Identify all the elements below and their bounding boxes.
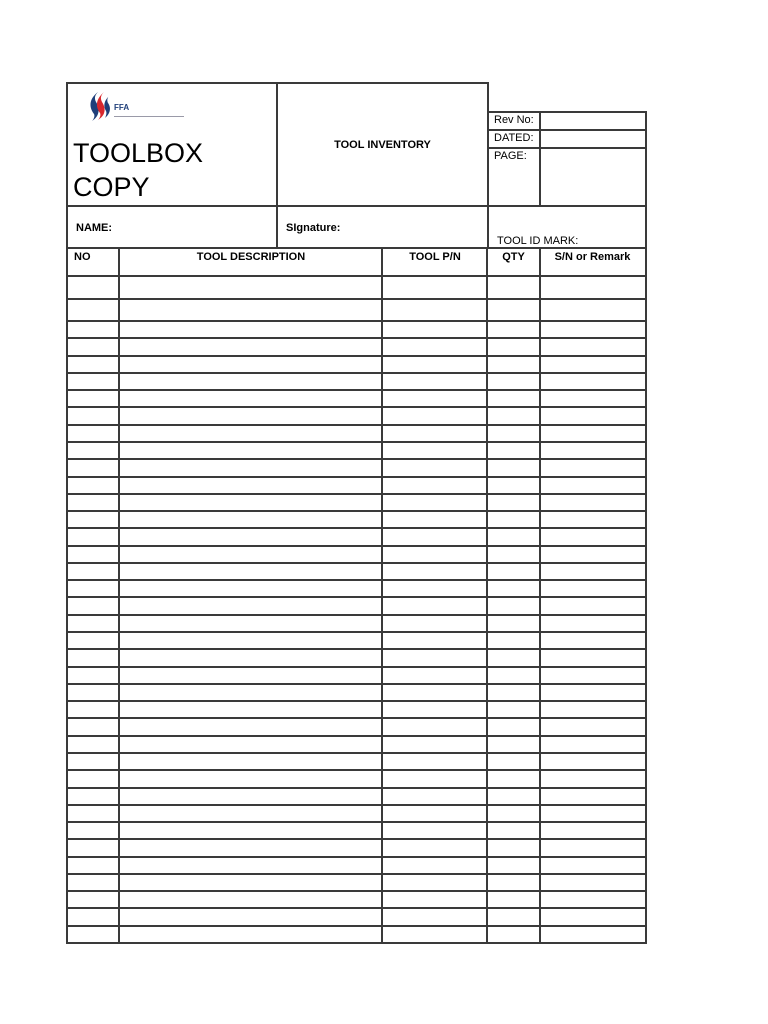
table-row-line	[66, 545, 647, 547]
name-label: NAME:	[76, 222, 113, 234]
table-row-line	[66, 873, 647, 875]
table-row-line	[66, 275, 647, 277]
table-row-line	[66, 389, 647, 391]
table-header-top-border	[66, 247, 647, 249]
table-row-line	[66, 717, 647, 719]
table-row-line	[66, 856, 647, 858]
table-row-line	[66, 821, 647, 823]
column-header-sn-remark: S/N or Remark	[554, 251, 631, 263]
table-row-line	[66, 476, 647, 478]
page-label: PAGE:	[494, 150, 527, 162]
toolbox-title-line1: TOOLBOX	[73, 138, 204, 168]
table-row-line	[66, 907, 647, 909]
table-row-line	[66, 298, 647, 300]
table-row-line	[66, 700, 647, 702]
header-bottom-border	[66, 205, 647, 207]
table-row-line	[66, 355, 647, 357]
toolbox-title	[73, 136, 203, 204]
table-row-line	[66, 493, 647, 495]
table-row-line	[66, 424, 647, 426]
table-row-line	[66, 683, 647, 685]
toolbox-title-line2: COPY	[73, 172, 150, 202]
header-divider-1	[276, 82, 278, 248]
table-row-line	[66, 458, 647, 460]
header-divider-2	[487, 82, 489, 248]
left-border	[66, 82, 68, 944]
column-header-part-number: TOOL P/N	[409, 251, 461, 263]
rev-no-label: Rev No:	[494, 114, 534, 126]
table-row-line	[66, 441, 647, 443]
table-row-line	[66, 372, 647, 374]
table-row-line	[66, 925, 647, 927]
form-title: TOOL INVENTORY	[334, 139, 431, 151]
table-row-line	[66, 666, 647, 668]
table-row-line	[66, 752, 647, 754]
table-row-line	[66, 596, 647, 598]
table-row-line	[66, 838, 647, 840]
column-header-qty: QTY	[502, 251, 525, 263]
meta-value-divider	[539, 111, 541, 206]
table-row-line	[66, 942, 647, 944]
table-row-line	[66, 614, 647, 616]
table-row-line	[66, 890, 647, 892]
table-row-line	[66, 787, 647, 789]
meta-top-border	[487, 111, 647, 113]
table-row-line	[66, 579, 647, 581]
table-row-line	[66, 804, 647, 806]
company-name: FFA	[114, 103, 130, 112]
table-row-line	[66, 562, 647, 564]
table-row-line	[66, 735, 647, 737]
column-header-description: TOOL DESCRIPTION	[196, 251, 306, 263]
company-logo-icon	[84, 90, 194, 122]
table-row-line	[66, 631, 647, 633]
signature-label: SIgnature:	[286, 222, 341, 234]
dated-label: DATED:	[494, 132, 534, 144]
tool-id-mark-label: TOOL ID MARK:	[497, 235, 579, 247]
table-row-line	[66, 648, 647, 650]
dated-row-border	[487, 147, 647, 149]
table-row-line	[66, 337, 647, 339]
table-row-line	[66, 510, 647, 512]
column-header-no: NO	[74, 251, 91, 263]
rev-row-border	[487, 129, 647, 131]
table-row-line	[66, 406, 647, 408]
table-row-line	[66, 769, 647, 771]
table-row-line	[66, 320, 647, 322]
table-row-line	[66, 527, 647, 529]
